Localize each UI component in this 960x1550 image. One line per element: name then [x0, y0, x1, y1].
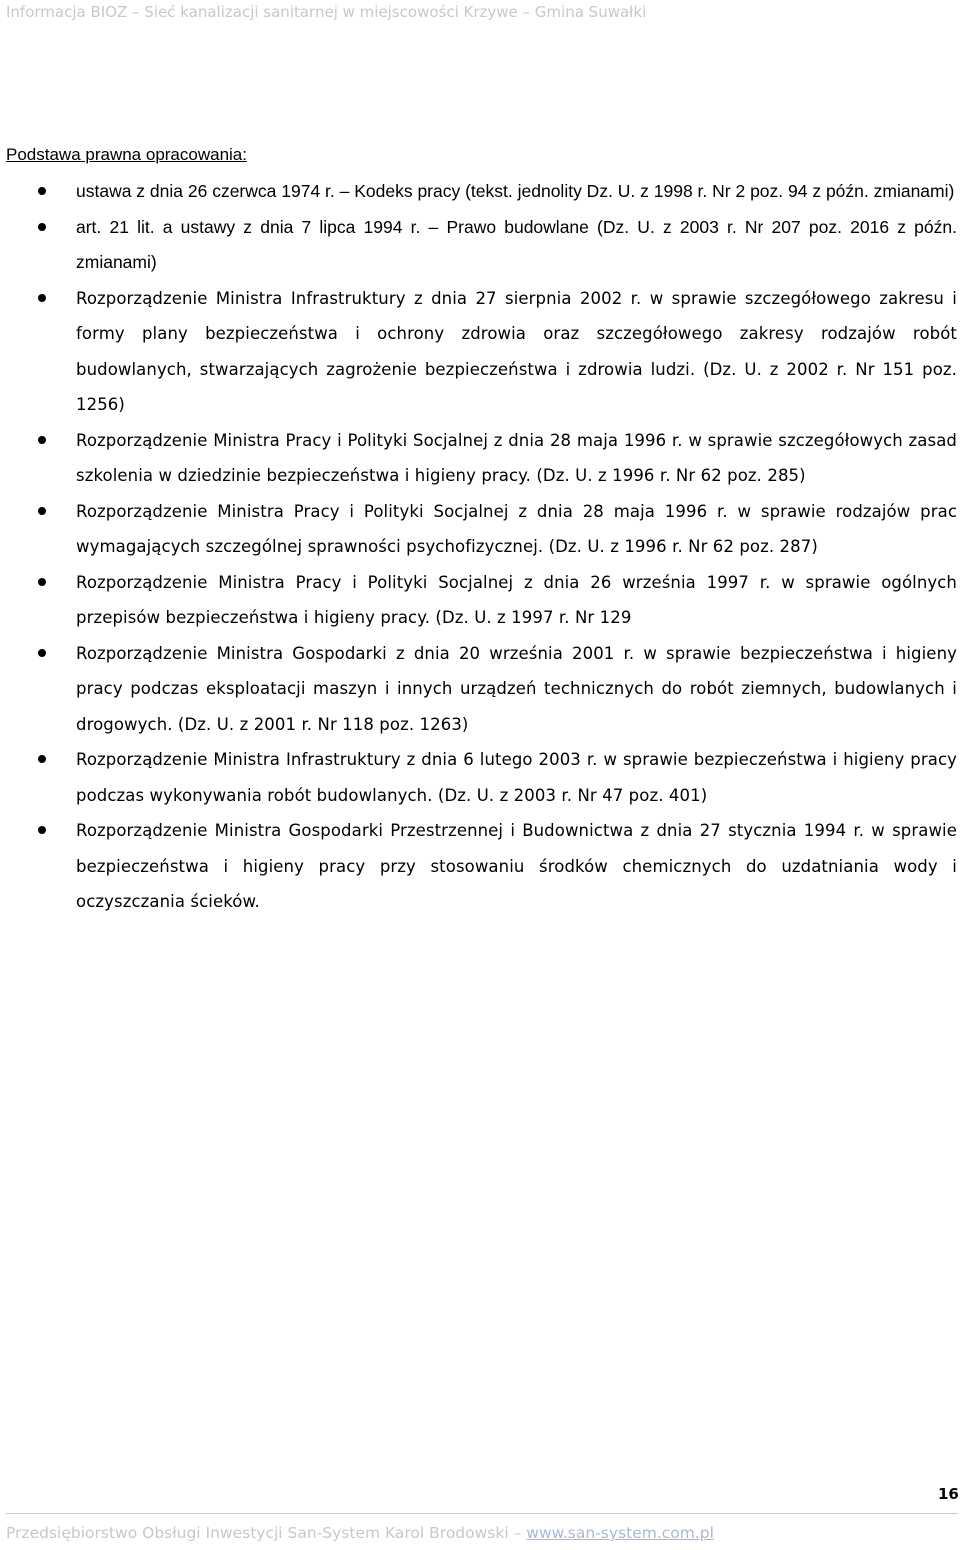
footer-website-link[interactable]: www.san-system.com.pl	[526, 1524, 714, 1542]
list-item-text: Rozporządzenie Ministra Pracy i Polityki Socjalnej z dnia 28 maja 1996 r. w sprawie rodzajów prac wymagających szczególnej sprawności psychofizycznej. (Dz. U. z 1996 r. Nr 62 poz. 287)	[76, 501, 957, 556]
bullet-icon	[38, 507, 46, 515]
list-item-text: Rozporządzenie Ministra Pracy i Polityki Socjalnej z dnia 28 maja 1996 r. w sprawie szczegółowych zasad szkolenia w dziedzinie bezpieczeństwa i higieny pracy. (Dz. U. z 1996 r. Nr 62 poz. 285)	[76, 430, 957, 485]
bullet-icon	[38, 223, 46, 231]
list-item	[0, 423, 960, 494]
page-number: 16	[938, 1485, 959, 1503]
list-item	[0, 210, 960, 281]
list-item	[0, 494, 960, 565]
footer-divider	[6, 1513, 958, 1514]
list-item-text: ustawa z dnia 26 czerwca 1974 r. – Kodeks pracy (tekst. jednolity Dz. U. z 1998 r. Nr 2 poz. 94 z późn. zmianami)	[76, 181, 955, 201]
list-item-text: Rozporządzenie Ministra Gospodarki Przestrzennej i Budownictwa z dnia 27 stycznia 1994 r. w sprawie bezpieczeństwa i higieny pracy przy stosowaniu środków chemicznych do uzdatniania wody i oczyszczania ścieków.	[76, 821, 957, 911]
bullet-icon	[38, 755, 46, 763]
list-item-text: Rozporządzenie Ministra Infrastruktury z dnia 6 lutego 2003 r. w sprawie bezpieczeństwa i higieny pracy podczas wykonywania robót budowlanych. (Dz. U. z 2003 r. Nr 47 poz. 401)	[76, 750, 957, 805]
list-item	[0, 636, 960, 743]
list-item	[0, 813, 960, 920]
page-header: Informacja BIOZ – Sieć kanalizacji sanitarnej w miejscowości Krzywe – Gmina Suwałki	[6, 3, 647, 21]
bullet-icon	[38, 649, 46, 657]
list-item-text: art. 21 lit. a ustawy z dnia 7 lipca 1994 r. – Prawo budowlane (Dz. U. z 2003 r. Nr 207 poz. 2016 z późn. zmianami)	[76, 216, 957, 272]
list-item-text: Rozporządzenie Ministra Pracy i Polityki Socjalnej z dnia 26 września 1997 r. w sprawie ogólnych przepisów bezpieczeństwa i higieny pracy. (Dz. U. z 1997 r. Nr 129	[76, 572, 957, 627]
list-item	[0, 281, 960, 423]
bullet-icon	[38, 187, 46, 195]
bullet-icon	[38, 826, 46, 834]
bullet-icon	[38, 294, 46, 302]
list-item-text: Rozporządzenie Ministra Infrastruktury z dnia 27 sierpnia 2002 r. w sprawie szczegółowego zakresu i formy plany bezpieczeństwa i ochrony zdrowia oraz szczegółowego zakresy rodzajów robót budowlanych, stwarzających zagrożenie bezpieczeństwa i zdrowia ludzi. (Dz. U. z 2002 r. Nr 151 poz. 1256)	[76, 288, 957, 414]
section-heading: Podstawa prawna opracowania:	[6, 145, 247, 164]
footer-company: Przedsiębiorstwo Obsługi Inwestycji San-System Karol Brodowski –	[6, 1524, 527, 1542]
list-item	[0, 565, 960, 636]
list-item	[0, 174, 960, 210]
bullet-icon	[38, 436, 46, 444]
bullet-icon	[38, 578, 46, 586]
legal-basis-list	[0, 174, 960, 920]
page-footer	[6, 1524, 714, 1542]
list-item-text: Rozporządzenie Ministra Gospodarki z dnia 20 września 2001 r. w sprawie bezpieczeństwa i higieny pracy podczas eksploatacji maszyn i innych urządzeń technicznych do robót ziemnych, budowlanych i drogowych. (Dz. U. z 2001 r. Nr 118 poz. 1263)	[76, 643, 957, 734]
list-item	[0, 742, 960, 813]
